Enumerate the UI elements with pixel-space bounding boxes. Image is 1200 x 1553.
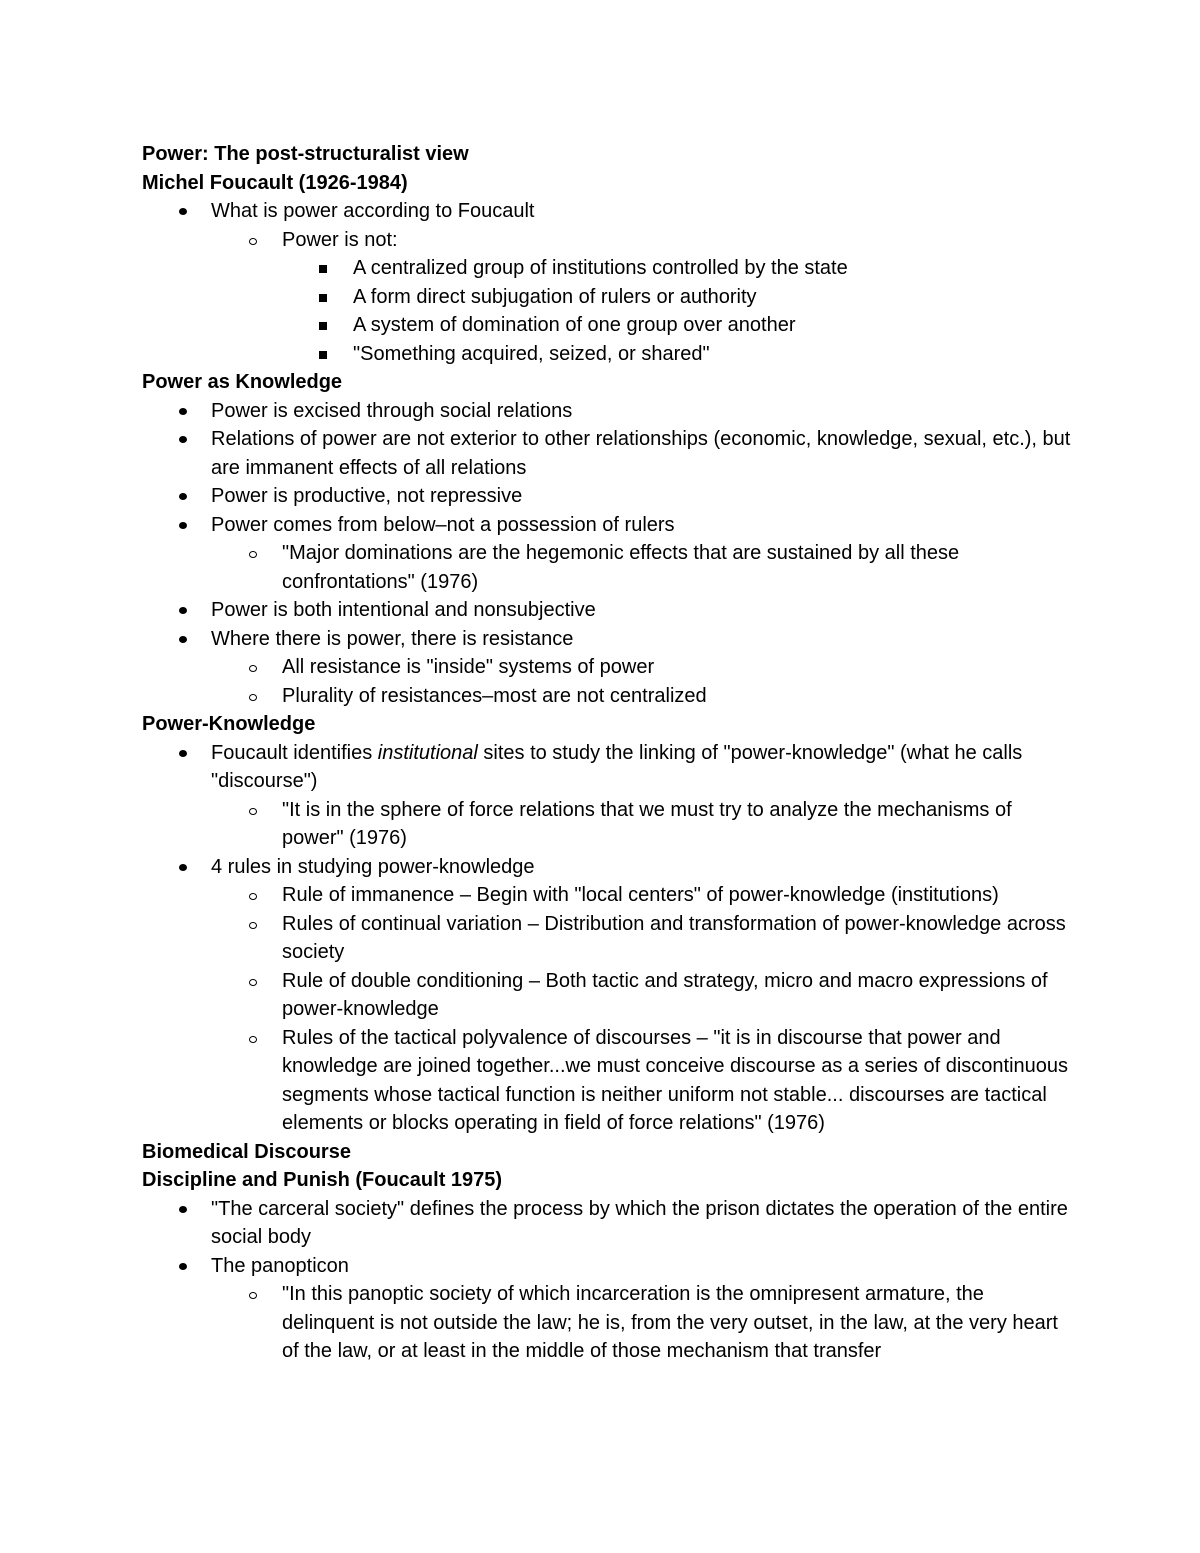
- list-item: Foucault identifies institutional sites to study the linking of "power-knowledge" (what he calls "discourse") "It is in the sphere of force relations that we must try to analyze the mechanisms of power" (1976): [142, 739, 1072, 853]
- bullet-dot-icon: [179, 1263, 187, 1270]
- list-item: Power is both intentional and nonsubjective: [142, 596, 1072, 625]
- bullet-square-icon: [319, 351, 327, 359]
- section-heading-biomedical-discourse: Biomedical Discourse: [142, 1140, 351, 1163]
- bullet-circle-icon: [249, 238, 257, 245]
- list-item: Where there is power, there is resistance All resistance is "inside" systems of power Plurality of resistances–most are not centralized: [142, 625, 1072, 711]
- list-item: Rule of double conditioning – Both tactic and strategy, micro and macro expressions of power-knowledge: [211, 967, 1072, 1024]
- sub-list: [142, 539, 1072, 596]
- bullet-circle-icon: [249, 665, 257, 672]
- sub-list: [142, 1280, 1072, 1366]
- bullet-circle-icon: [249, 1292, 257, 1299]
- bullet-dot-icon: [179, 864, 187, 871]
- section-heading-foucault: Michel Foucault (1926-1984): [142, 171, 408, 194]
- list-item: Rule of immanence – Begin with "local centers" of power-knowledge (institutions): [211, 881, 1072, 910]
- bullet-list: [142, 397, 1072, 711]
- list-item: "The carceral society" defines the process by which the prison dictates the operation of the entire social body: [142, 1195, 1072, 1252]
- list-item: A system of domination of one group over another: [282, 311, 1072, 340]
- bullet-list: [142, 197, 1072, 368]
- bullet-dot-icon: [179, 522, 187, 529]
- list-item: What is power according to Foucault Power is not: A centralized group of institutions controlled by the state A form direct subjugation of rulers or authority A system of domination of one group over another "Something acquired, seized, or shared": [142, 197, 1072, 368]
- list-item: A form direct subjugation of rulers or authority: [282, 283, 1072, 312]
- list-item: Rules of continual variation – Distribution and transformation of power-knowledge across society: [211, 910, 1072, 967]
- section-heading-discipline-and-punish: Discipline and Punish (Foucault 1975): [142, 1169, 503, 1191]
- page-title: Power: The post-structuralist view: [142, 143, 469, 165]
- sub-sub-list: [282, 254, 1072, 368]
- list-item: Power comes from below–not a possession of rulers "Major dominations are the hegemonic effects that are sustained by all these confrontations" (1976): [142, 511, 1072, 597]
- bullet-dot-icon: [179, 607, 187, 614]
- sub-list: [142, 653, 1072, 710]
- bullet-circle-icon: [249, 551, 257, 558]
- bullet-dot-icon: [179, 436, 187, 443]
- list-item: Power is excised through social relations: [142, 397, 1072, 426]
- bullet-square-icon: [319, 265, 327, 273]
- list-item: The panopticon "In this panoptic society of which incarceration is the omnipresent armature, the delinquent is not outside the law; he is, from the very outset, in the law, at the very heart of the law, or at least in the middle of those mechanism that transfer: [142, 1252, 1072, 1366]
- sub-list: [142, 881, 1072, 1138]
- bullet-list: [142, 1195, 1072, 1366]
- bullet-dot-icon: [179, 408, 187, 415]
- bullet-square-icon: [319, 322, 327, 330]
- list-item: Relations of power are not exterior to other relationships (economic, knowledge, sexual, etc.), but are immanent effects of all relations: [142, 425, 1072, 482]
- list-item: All resistance is "inside" systems of power: [211, 653, 1072, 682]
- bullet-dot-icon: [179, 1206, 187, 1213]
- list-item: "Major dominations are the hegemonic effects that are sustained by all these confrontations" (1976): [211, 539, 1072, 596]
- bullet-circle-icon: [249, 979, 257, 986]
- section-heading-power-knowledge: Power-Knowledge: [142, 713, 316, 735]
- list-item: "Something acquired, seized, or shared": [282, 340, 1072, 369]
- list-item: 4 rules in studying power-knowledge Rule of immanence – Begin with "local centers" of power-knowledge (institutions) Rules of continual variation – Distribution and transformation of power-knowledge across society Rule of double conditioning – Both tactic and strategy, micro and macro expressions of power-knowledge Rules of the tactical polyvalence of discourses – "it is in discourse that power and knowledge are joined together...we must conceive discourse as a series of discontinuous segments whose tactical function is neither uniform not stable... discourses are tactical elements or blocks operating in field of force relations" (1976): [142, 853, 1072, 1138]
- bullet-dot-icon: [179, 750, 187, 757]
- document-body: [142, 140, 1072, 1366]
- list-item: Rules of the tactical polyvalence of discourses – "it is in discourse that power and knowledge are joined together...we must conceive discourse as a series of discontinuous segments whose tactical function is neither uniform not stable... discourses are tactical elements or blocks operating in field of force relations" (1976): [211, 1024, 1072, 1138]
- list-item: "It is in the sphere of force relations that we must try to analyze the mechanisms of power" (1976): [211, 796, 1072, 853]
- list-item: Plurality of resistances–most are not centralized: [211, 682, 1072, 711]
- bullet-dot-icon: [179, 208, 187, 215]
- list-item: A centralized group of institutions controlled by the state: [282, 254, 1072, 283]
- bullet-dot-icon: [179, 493, 187, 500]
- bullet-dot-icon: [179, 636, 187, 643]
- bullet-circle-icon: [249, 808, 257, 815]
- list-item: Power is productive, not repressive: [142, 482, 1072, 511]
- section-heading-power-as-knowledge: Power as Knowledge: [142, 371, 343, 393]
- bullet-circle-icon: [249, 893, 257, 900]
- bullet-circle-icon: [249, 694, 257, 701]
- sub-list: [142, 796, 1072, 853]
- bullet-circle-icon: [249, 1036, 257, 1043]
- list-item: "In this panoptic society of which incarceration is the omnipresent armature, the delinquent is not outside the law; he is, from the very outset, in the law, at the very heart of the law, or at least in the middle of those mechanism that transfer: [211, 1280, 1072, 1366]
- bullet-square-icon: [319, 294, 327, 302]
- sub-list: [142, 226, 1072, 369]
- bullet-list: [142, 739, 1072, 1138]
- bullet-circle-icon: [249, 922, 257, 929]
- list-item: Power is not: A centralized group of institutions controlled by the state A form direct subjugation of rulers or authority A system of domination of one group over another "Something acquired, seized, or shared": [211, 226, 1072, 369]
